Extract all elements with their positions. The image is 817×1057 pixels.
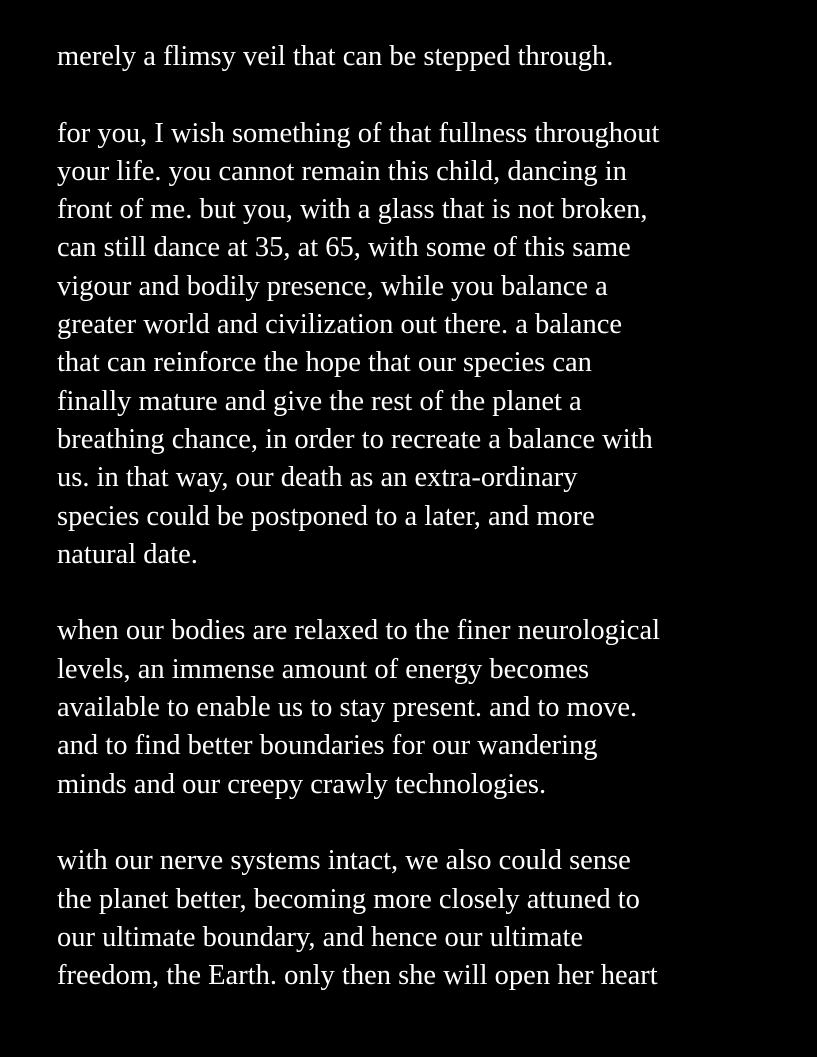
text-line: greater world and civilization out there. a balance — [57, 309, 622, 341]
text-line: merely a flimsy veil that can be stepped through. — [57, 41, 614, 72]
text-line: our ultimate boundary, and hence our ultimate — [57, 921, 584, 953]
text-line: finally mature and give the rest of the planet a — [57, 385, 582, 417]
text-line: natural date. — [57, 538, 198, 570]
paragraph-gap — [57, 574, 797, 612]
paragraph-gap — [57, 76, 797, 114]
text-line: the planet better, becoming more closely attuned to — [57, 883, 640, 915]
text-line: for you, I wish something of that fullness throughout — [57, 117, 660, 149]
paragraph-gap — [57, 804, 797, 842]
text-line: your life. you cannot remain this child, dancing in — [57, 155, 627, 187]
text-line: levels, an immense amount of energy becomes — [57, 653, 590, 685]
text-line: vigour and bodily presence, while you balance a — [57, 270, 608, 302]
text-line: front of me. but you, with a glass that is not broken, — [57, 194, 648, 226]
text-line: that can reinforce the hope that our species can — [57, 347, 592, 379]
text-line: minds and our creepy crawly technologies. — [57, 768, 547, 800]
text-line: available to enable us to stay present. and to move. — [57, 692, 638, 724]
text-line: when our bodies are relaxed to the finer neurological — [57, 615, 661, 647]
paragraph-4 — [57, 842, 797, 995]
paragraph-1 — [57, 38, 797, 76]
text-line: species could be postponed to a later, and more — [57, 500, 595, 532]
text-line: freedom, the Earth. only then she will open her heart — [57, 960, 658, 992]
text-line: with our nerve systems intact, we also could sense — [57, 845, 631, 877]
text-line: us. in that way, our death as an extra-ordinary — [57, 462, 578, 494]
text-line: breathing chance, in order to recreate a balance with — [57, 423, 653, 455]
text-line: and to find better boundaries for our wandering — [57, 730, 598, 762]
paragraph-3 — [57, 612, 797, 803]
text-line: can still dance at 35, at 65, with some of this same — [57, 232, 631, 264]
body-text — [57, 38, 797, 995]
paragraph-2 — [57, 115, 797, 575]
